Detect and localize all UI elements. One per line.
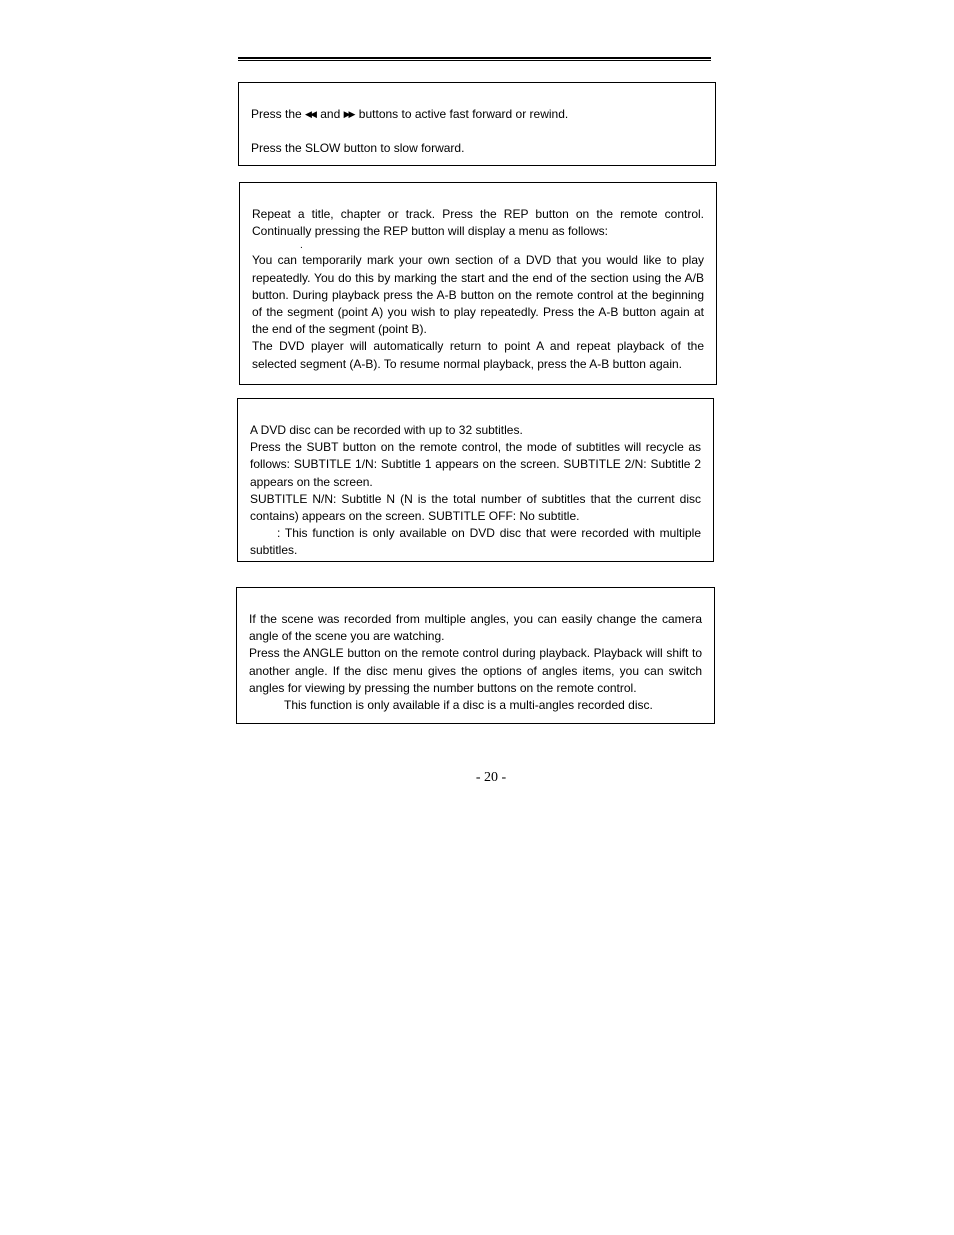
angle-instructions: Press the ANGLE button on the remote control during playback. Playback will shift to another angle. If the disc menu gives the options of angles items, you can switch angles for viewing by pressing the number buttons on the remote control. — [249, 646, 702, 695]
angle-box — [236, 587, 715, 724]
subtitle-note: : This function is only available on DVD disc that were recorded with multiple subtitles. — [250, 526, 701, 558]
rewind-icon: ◀◀ — [305, 109, 315, 119]
angle-intro: If the scene was recorded from multiple angles, you can easily change the camera angle of the scene you are watching. — [249, 612, 702, 644]
ab-resume-paragraph: The DVD player will automatically return to point A and repeat playback of the selected segment (A-B). To resume normal playback, press the A-B button again. — [252, 339, 704, 371]
angle-note: This function is only available if a disc is a multi-angles recorded disc. — [284, 698, 653, 713]
subtitle-box — [237, 398, 714, 562]
ab-repeat-paragraph: You can temporarily mark your own section of a DVD that you would like to play repeatedly. You do this by marking the start and the end of the section using the A/B button. During playback press the A-B button on the remote control at the beginning of the segment (point A) you wish to play repeatedly. Press the A-B button again at the end of the segment (point B). — [252, 253, 704, 337]
fast-forward-rewind-text: Press the ◀◀ and ▶▶ buttons to active fast forward or rewind. — [251, 106, 703, 123]
repeat-menu-placeholder: . — [300, 240, 303, 252]
slow-forward-text: Press the SLOW button to slow forward. — [251, 141, 465, 156]
fast-forward-rewind-box — [238, 82, 716, 166]
subtitle-cycle-paragraph: Press the SUBT button on the remote control, the mode of subtitles will recycle as follows: SUBTITLE 1/N: Subtitle 1 appears on the screen. SUBTITLE 2/N: Subtitle 2 appears on the screen. — [250, 440, 701, 489]
subtitle-intro: A DVD disc can be recorded with up to 32 subtitles. — [250, 423, 523, 437]
header-rule — [238, 57, 711, 61]
fast-forward-icon: ▶▶ — [343, 109, 354, 119]
page-number: - 20 - — [475, 770, 507, 785]
repeat-box — [239, 182, 717, 385]
subtitle-nn-paragraph: SUBTITLE N/N: Subtitle N (N is the total number of subtitles that the current disc contains) appears on the screen. SUBTITLE OFF: No subtitle. — [250, 491, 701, 524]
repeat-paragraph: Repeat a title, chapter or track. Press the REP button on the remote control. Continually pressing the REP button will display a menu as follows: — [252, 207, 704, 239]
